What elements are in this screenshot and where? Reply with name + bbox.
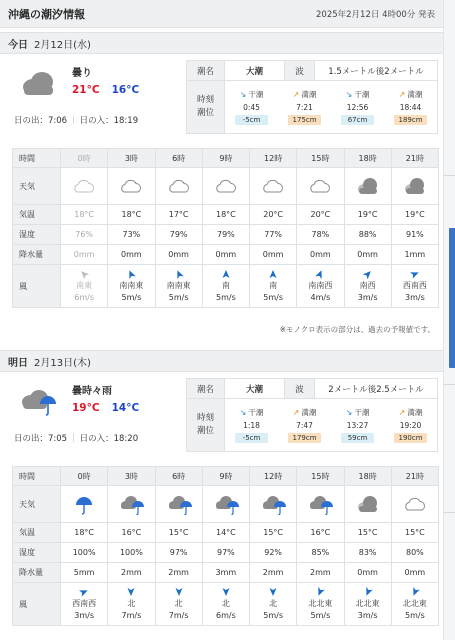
- precip-cell: 0mm: [344, 563, 391, 583]
- wind-direction: 北: [127, 599, 136, 609]
- cloud-dark-icon: [355, 493, 381, 515]
- row-label: 湿度: [13, 543, 61, 563]
- temp-cell: 16°C: [297, 523, 344, 543]
- cloud-outline-icon: [213, 175, 239, 197]
- humidity-row: [13, 543, 439, 563]
- high-temp: 19°C: [72, 402, 100, 414]
- humidity-row: [13, 225, 439, 245]
- published-time: 2025年2月12日 4時00分 発表: [316, 9, 435, 20]
- row-label: 天気: [13, 486, 61, 523]
- tide-table: [186, 378, 438, 452]
- tide-level-badge: 179cm: [288, 433, 321, 443]
- wind-direction: 西南西: [402, 281, 427, 291]
- sunrise: 日の出：7:06: [14, 116, 68, 126]
- temp-cell: 20°C: [250, 205, 297, 225]
- humidity-cell: 88%: [344, 225, 391, 245]
- hour-cell: 3時: [108, 149, 155, 168]
- wind-row: [13, 265, 439, 308]
- wind-direction: 南: [269, 281, 278, 291]
- wind-cell: [108, 583, 155, 626]
- weather-cell: [202, 486, 249, 523]
- tide-name-label: 潮名: [187, 61, 225, 81]
- wind-arrow-icon: [315, 269, 325, 279]
- tide-level-badge: 190cm: [394, 433, 427, 443]
- temp-cell: 18°C: [61, 523, 108, 543]
- tide-event: [225, 399, 278, 451]
- precip-cell: 0mm: [61, 245, 108, 265]
- wind-arrow-icon: [268, 269, 278, 279]
- hour-cell: 9時: [202, 467, 249, 486]
- row-label: 降水量: [13, 563, 61, 583]
- wind-cell: [250, 583, 297, 626]
- wind-cell: [297, 583, 344, 626]
- hourly-forecast-table: [12, 148, 439, 308]
- precip-cell: 0mm: [155, 245, 202, 265]
- weather-row: [13, 168, 439, 205]
- wind-arrow-icon: [410, 269, 420, 279]
- tide-type: ↗ 満潮: [292, 90, 317, 99]
- humidity-cell: 97%: [155, 543, 202, 563]
- wind-arrow-icon: [174, 587, 184, 597]
- tide-time: 18:44: [399, 103, 422, 112]
- tide-level-badge: 175cm: [288, 115, 321, 125]
- temperature-row: [13, 205, 439, 225]
- wind-direction: 南南東: [119, 281, 144, 291]
- tide-type: ↗ 満潮: [398, 408, 423, 417]
- humidity-cell: 92%: [250, 543, 297, 563]
- rising-arrow-icon: ↗: [292, 90, 300, 99]
- hour-cell: 18時: [344, 467, 391, 486]
- humidity-cell: 91%: [391, 225, 438, 245]
- humidity-cell: 76%: [61, 225, 108, 245]
- wind-speed: 5m/s: [263, 611, 283, 620]
- tide-time: 19:20: [399, 421, 422, 430]
- day-label: 今日: [8, 39, 28, 51]
- wind-speed: 3m/s: [357, 293, 378, 302]
- high-temp: 21°C: [72, 84, 100, 96]
- precipitation-row: [13, 245, 439, 265]
- wind-speed: 6m/s: [216, 611, 236, 620]
- temp-cell: 19°C: [391, 205, 438, 225]
- wind-speed: 5m/s: [405, 611, 425, 620]
- wind-arrow-icon: [410, 587, 420, 597]
- cloud-rain-icon: [20, 386, 56, 416]
- cloud-outline-icon: [118, 175, 144, 197]
- hour-cell: 15時: [297, 149, 344, 168]
- temp-cell: 18°C: [108, 205, 155, 225]
- wind-speed: 4m/s: [310, 293, 331, 302]
- hour-cell: 12時: [250, 149, 297, 168]
- hour-cell: 0時: [61, 467, 108, 486]
- weather-cell: [202, 168, 249, 205]
- hour-cell: 6時: [155, 467, 202, 486]
- wind-direction: 南: [221, 281, 230, 291]
- cloud-umbrella-icon: [307, 493, 333, 515]
- weather-cell: [108, 486, 155, 523]
- wind-arrow-icon: [363, 269, 373, 279]
- wind-speed: 6m/s: [74, 293, 94, 302]
- wind-cell: [391, 583, 438, 626]
- cloud-outline-icon: [166, 175, 192, 197]
- low-temp: 16°C: [111, 84, 140, 96]
- tide-name-label: 潮名: [187, 379, 225, 399]
- temp-cell: 19°C: [344, 205, 391, 225]
- weather-cell: [108, 168, 155, 205]
- weather-cell: [61, 486, 108, 523]
- wind-cell: [391, 265, 438, 308]
- hour-cell: 12時: [250, 467, 297, 486]
- hour-cell: 18時: [344, 149, 391, 168]
- precipitation-row: [13, 563, 439, 583]
- weather-cell: [250, 168, 297, 205]
- tide-event: [225, 81, 278, 133]
- temp-cell: 15°C: [250, 523, 297, 543]
- temperature-row: [13, 523, 439, 543]
- day-date: 2月13日(木): [34, 357, 91, 369]
- condition-text: 曇り: [72, 68, 92, 79]
- row-label: 風: [13, 265, 61, 308]
- sunset: 日の入：18:19: [79, 116, 139, 126]
- precip-cell: 0mm: [391, 563, 438, 583]
- precip-cell: 0mm: [108, 245, 155, 265]
- tide-event: [278, 81, 331, 133]
- sunrise: 日の出：7:05: [14, 434, 68, 444]
- day-label: 明日: [8, 357, 28, 369]
- wind-arrow-icon: [315, 587, 325, 597]
- wind-direction: 北北東: [355, 599, 380, 609]
- tide-level-badge: -5cm: [235, 433, 268, 443]
- precip-cell: 0mm: [344, 245, 391, 265]
- precip-cell: 2mm: [108, 563, 155, 583]
- hourly-forecast-table: [12, 466, 439, 626]
- tide-level-badge: 189cm: [394, 115, 427, 125]
- temperature-range: [72, 402, 139, 414]
- wind-speed: 7m/s: [121, 611, 142, 620]
- cloud-dark-icon: [355, 175, 381, 197]
- tide-type: ↘ 干潮: [239, 90, 264, 99]
- temp-cell: 18°C: [202, 205, 249, 225]
- wind-arrow-icon: [79, 269, 89, 279]
- cloud-umbrella-icon: [166, 493, 192, 515]
- row-label: 気温: [13, 523, 61, 543]
- wind-arrow-icon: [174, 269, 184, 279]
- hour-cell: 0時: [61, 149, 108, 168]
- tide-level-badge: 67cm: [341, 115, 374, 125]
- tide-type: ↗ 満潮: [292, 408, 317, 417]
- weather-cell: [250, 486, 297, 523]
- day-header: [0, 32, 443, 54]
- day-section-today: [0, 32, 443, 342]
- tide-time: 7:47: [296, 421, 313, 430]
- wind-direction: 南東: [76, 281, 93, 291]
- tide-time-label: 時刻 潮位: [187, 399, 225, 452]
- temp-cell: 14°C: [202, 523, 249, 543]
- weather-cell: [61, 168, 108, 205]
- temp-cell: 17°C: [155, 205, 202, 225]
- sun-times: 日の出：7:06 ｜ 日の入：18:19: [14, 116, 139, 126]
- wind-arrow-icon: [268, 587, 278, 597]
- cloud-outline-icon: [260, 175, 286, 197]
- wind-cell: [61, 265, 108, 308]
- precip-cell: 0mm: [202, 245, 249, 265]
- tide-table: [186, 60, 438, 134]
- tide-time: 12:56: [346, 103, 369, 112]
- wind-direction: 南南東: [166, 281, 191, 291]
- day-section-tomorrow: [0, 350, 443, 640]
- humidity-cell: 79%: [202, 225, 249, 245]
- wind-arrow-icon: [126, 587, 136, 597]
- temp-cell: 15°C: [155, 523, 202, 543]
- wave-label: 波: [285, 379, 315, 399]
- tide-type: ↗ 満潮: [398, 90, 423, 99]
- wind-cell: [155, 583, 202, 626]
- falling-arrow-icon: ↘: [239, 90, 247, 99]
- weather-cell: [297, 168, 344, 205]
- hour-cell: 3時: [108, 467, 155, 486]
- cloud-dark-icon: [402, 175, 428, 197]
- precip-cell: 2mm: [250, 563, 297, 583]
- falling-arrow-icon: ↘: [239, 408, 247, 417]
- falling-arrow-icon: ↘: [345, 90, 353, 99]
- humidity-cell: 85%: [297, 543, 344, 563]
- tide-time: 13:27: [346, 421, 369, 430]
- cloud-umbrella-icon: [118, 493, 144, 515]
- tide-time: 1:18: [243, 421, 260, 430]
- day-summary: [0, 372, 443, 462]
- weather-cell: [155, 486, 202, 523]
- weather-cell: [344, 486, 391, 523]
- sunset: 日の入：18:20: [79, 434, 139, 444]
- wind-speed: 7m/s: [168, 611, 189, 620]
- page-header: [0, 0, 443, 28]
- hour-cell: 21時: [391, 467, 438, 486]
- wind-direction: 北: [221, 599, 230, 609]
- wind-direction: 南西: [359, 281, 376, 291]
- temp-cell: 15°C: [344, 523, 391, 543]
- row-label: 時間: [13, 149, 61, 168]
- weather-cell: [344, 168, 391, 205]
- tide-type: ↘ 干潮: [345, 408, 370, 417]
- low-temp: 14°C: [111, 402, 140, 414]
- row-label: 時間: [13, 467, 61, 486]
- tide-event: [278, 399, 331, 451]
- hour-cell: 6時: [155, 149, 202, 168]
- wind-speed: 5m/s: [168, 293, 189, 302]
- wind-speed: 3m/s: [405, 293, 425, 302]
- wind-cell: [250, 265, 297, 308]
- wind-cell: [344, 583, 391, 626]
- humidity-cell: 100%: [61, 543, 108, 563]
- cloud-outline-icon: [402, 493, 428, 515]
- precip-cell: 0mm: [250, 245, 297, 265]
- wind-cell: [108, 265, 155, 308]
- rising-arrow-icon: ↗: [292, 408, 300, 417]
- wind-direction: 北: [174, 599, 183, 609]
- sun-times: 日の出：7:05 ｜ 日の入：18:20: [14, 434, 139, 444]
- wave-value: 1.5メートル後2メートル: [315, 61, 438, 81]
- day-header: [0, 350, 443, 372]
- precip-cell: 2mm: [297, 563, 344, 583]
- tide-event: [331, 81, 384, 133]
- row-label: 気温: [13, 205, 61, 225]
- wave-label: 波: [285, 61, 315, 81]
- tide-time: 7:21: [296, 103, 313, 112]
- rising-arrow-icon: ↗: [398, 408, 406, 417]
- wind-cell: [202, 583, 249, 626]
- weather-cell: [391, 168, 438, 205]
- forecast-summary: [14, 54, 184, 144]
- temp-cell: 20°C: [297, 205, 344, 225]
- humidity-cell: 80%: [391, 543, 438, 563]
- side-accent: [449, 228, 455, 368]
- tide-events: [225, 399, 437, 451]
- row-label: 天気: [13, 168, 61, 205]
- wind-arrow-icon: [221, 269, 231, 279]
- tide-time-label: 時刻 潮位: [187, 81, 225, 134]
- wind-arrow-icon: [363, 587, 373, 597]
- umbrella-icon: [71, 493, 97, 515]
- precip-cell: 5mm: [61, 563, 108, 583]
- humidity-cell: 100%: [108, 543, 155, 563]
- wind-direction: 北: [269, 599, 278, 609]
- hour-cell: 21時: [391, 149, 438, 168]
- condition-text: 曇時々雨: [72, 386, 112, 397]
- wind-speed: 5m/s: [216, 293, 236, 302]
- day-date: 2月12日(水): [34, 39, 91, 51]
- wind-direction: 西南西: [72, 599, 97, 609]
- wind-speed: 5m/s: [121, 293, 142, 302]
- cloud-umbrella-icon: [213, 493, 239, 515]
- tide-name: 大潮: [225, 61, 285, 81]
- side-panel-edge: [443, 0, 455, 640]
- temp-cell: 18°C: [61, 205, 108, 225]
- temperature-range: [72, 84, 139, 96]
- cloud-icon: [20, 68, 56, 98]
- wind-arrow-icon: [79, 587, 89, 597]
- row-label: 風: [13, 583, 61, 626]
- wind-arrow-icon: [126, 269, 136, 279]
- weather-cell: [155, 168, 202, 205]
- humidity-cell: 97%: [202, 543, 249, 563]
- page-title: 沖縄の潮汐情報: [8, 7, 85, 21]
- tide-time: 0:45: [243, 103, 260, 112]
- humidity-cell: 83%: [344, 543, 391, 563]
- tide-level-badge: -5cm: [235, 115, 268, 125]
- hour-row: [13, 149, 439, 168]
- wind-direction: 南南西: [308, 281, 333, 291]
- tide-level-badge: 59cm: [341, 433, 374, 443]
- cloud-outline-icon: [307, 175, 333, 197]
- cloud-umbrella-icon: [260, 493, 286, 515]
- rising-arrow-icon: ↗: [398, 90, 406, 99]
- weather-cell: [391, 486, 438, 523]
- wind-cell: [297, 265, 344, 308]
- day-summary: [0, 54, 443, 144]
- forecast-summary: [14, 372, 184, 462]
- tide-event: [331, 399, 384, 451]
- humidity-cell: 77%: [250, 225, 297, 245]
- wind-cell: [61, 583, 108, 626]
- wind-speed: 3m/s: [357, 611, 378, 620]
- wind-direction: 北北東: [402, 599, 427, 609]
- precip-cell: 1mm: [391, 245, 438, 265]
- wind-cell: [155, 265, 202, 308]
- tide-type: ↘ 干潮: [239, 408, 264, 417]
- row-label: 湿度: [13, 225, 61, 245]
- weather-cell: [297, 486, 344, 523]
- wind-speed: 5m/s: [263, 293, 283, 302]
- tide-type: ↘ 干潮: [345, 90, 370, 99]
- precip-cell: 2mm: [155, 563, 202, 583]
- wind-cell: [344, 265, 391, 308]
- falling-arrow-icon: ↘: [345, 408, 353, 417]
- hour-cell: 15時: [297, 467, 344, 486]
- temp-cell: 16°C: [108, 523, 155, 543]
- weather-row: [13, 486, 439, 523]
- humidity-cell: 78%: [297, 225, 344, 245]
- wave-value: 2メートル後2.5メートル: [315, 379, 438, 399]
- precip-cell: 0mm: [297, 245, 344, 265]
- wind-speed: 3m/s: [74, 611, 94, 620]
- wind-cell: [202, 265, 249, 308]
- hour-row: [13, 467, 439, 486]
- hour-cell: 9時: [202, 149, 249, 168]
- tide-event: [384, 399, 437, 451]
- humidity-cell: 73%: [108, 225, 155, 245]
- cloud-outline-icon: [71, 175, 97, 197]
- humidity-cell: 79%: [155, 225, 202, 245]
- wind-row: [13, 583, 439, 626]
- past-forecast-note: ※モノクロ表示の部分は、過去の予報値です。: [279, 325, 435, 334]
- tide-name: 大潮: [225, 379, 285, 399]
- tide-event: [384, 81, 437, 133]
- row-label: 降水量: [13, 245, 61, 265]
- tide-events: [225, 81, 437, 133]
- precip-cell: 3mm: [202, 563, 249, 583]
- wind-arrow-icon: [221, 587, 231, 597]
- wind-speed: 5m/s: [310, 611, 331, 620]
- wind-direction: 北北東: [308, 599, 333, 609]
- temp-cell: 15°C: [391, 523, 438, 543]
